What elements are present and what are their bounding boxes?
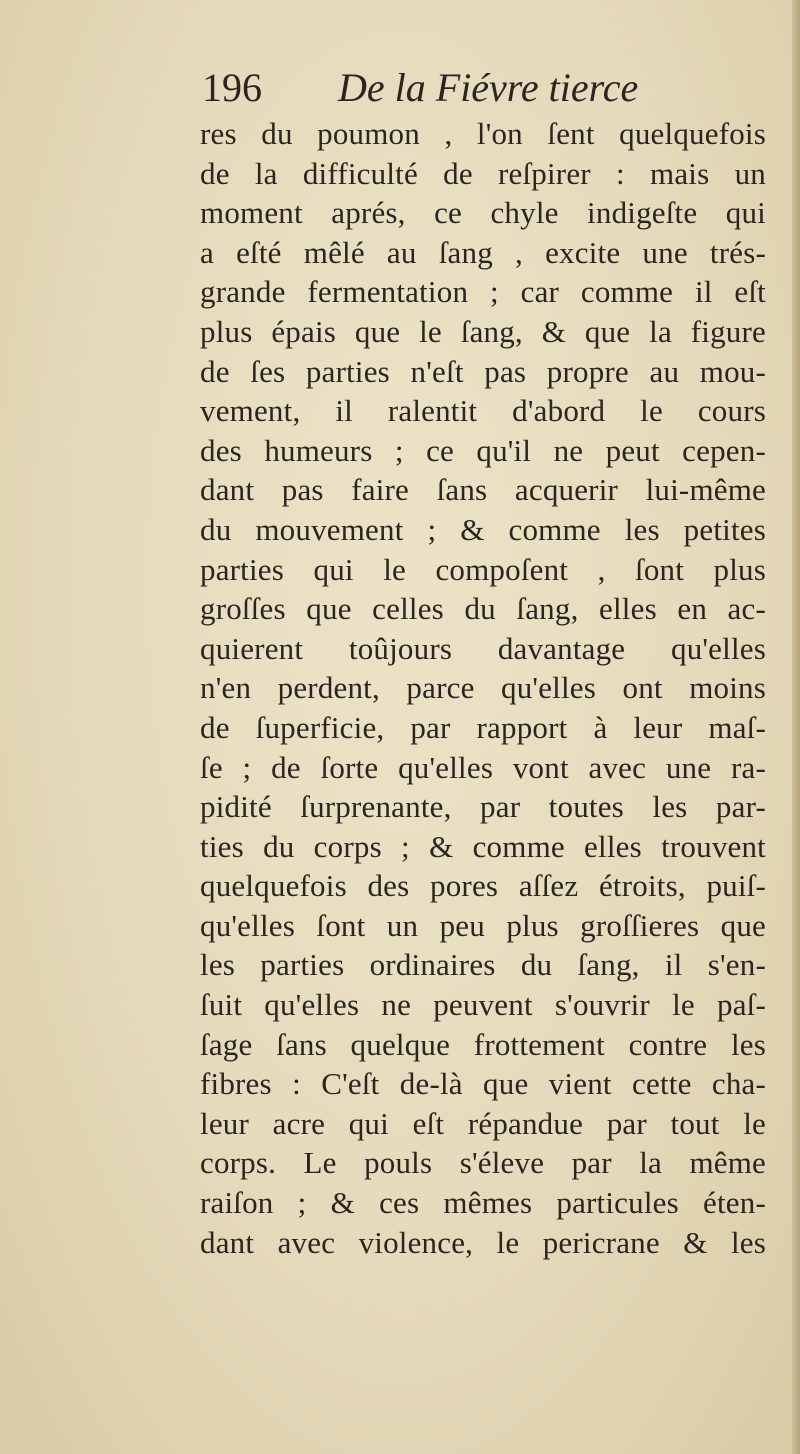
- text-line: n'en perdent, parce qu'elles ont moins: [200, 670, 766, 706]
- text-line: moment aprés, ce chyle indigeſte qui: [200, 195, 766, 231]
- text-line: vement, il ralentit d'abord le cours: [200, 393, 766, 429]
- text-line: ſe ; de ſorte qu'elles vont avec une ra-: [200, 749, 766, 785]
- text-line: parties qui le compoſent , ſont plus: [200, 551, 766, 587]
- text-line: de ſes parties n'eſt pas propre au mou-: [200, 353, 766, 389]
- text-line: pidité ſurprenante, par toutes les par-: [200, 789, 766, 825]
- text-line: ties du corps ; & comme elles trouvent: [200, 828, 766, 864]
- text-line: des humeurs ; ce qu'il ne peut cepen-: [200, 432, 766, 468]
- text-line: quierent toûjours davantage qu'elles: [200, 630, 766, 666]
- text-line: de ſuperficie, par rapport à leur maſ-: [200, 709, 766, 745]
- text-line: ſage ſans quelque frottement contre les: [200, 1026, 766, 1062]
- text-line: groſſes que celles du ſang, elles en ac-: [200, 591, 766, 627]
- text-line: plus épais que le ſang, & que la figure: [200, 313, 766, 349]
- running-title: De la Fiévre tierce: [338, 65, 639, 110]
- text-line: a eſté mêlé au ſang , excite une trés-: [200, 234, 766, 270]
- text-line: qu'elles ſont un peu plus groſſieres que: [200, 907, 766, 943]
- text-line: res du poumon , l'on ſent quelquefois: [200, 116, 766, 151]
- text-line: ſuit qu'elles ne peuvent s'ouvrir le paſ-: [200, 987, 766, 1023]
- text-line: quelquefois des pores aſſez étroits, puiſ-: [200, 868, 766, 904]
- text-line: corps. Le pouls s'éleve par la même: [200, 1145, 766, 1181]
- page-number: 196: [202, 65, 262, 110]
- text-line: du mouvement ; & comme les petites: [200, 511, 766, 547]
- text-line: fibres : C'eſt de-là que vient cette cha-: [200, 1066, 766, 1102]
- page-edge: [792, 0, 800, 1454]
- text-line: dant pas faire ſans acquerir lui-même: [200, 472, 766, 508]
- text-line: leur acre qui eſt répandue par tout le: [200, 1105, 766, 1141]
- text-line: grande fermentation ; car comme il eſt: [200, 274, 766, 310]
- text-line: les parties ordinaires du ſang, il s'en-: [200, 947, 766, 983]
- body-text: [200, 114, 766, 1262]
- text-line: de la difficulté de reſpirer : mais un: [200, 155, 766, 191]
- running-header: [202, 62, 762, 114]
- text-line: raiſon ; & ces mêmes particules éten-: [200, 1185, 766, 1221]
- text-line: dant avec violence, le pericrane & les: [200, 1224, 766, 1260]
